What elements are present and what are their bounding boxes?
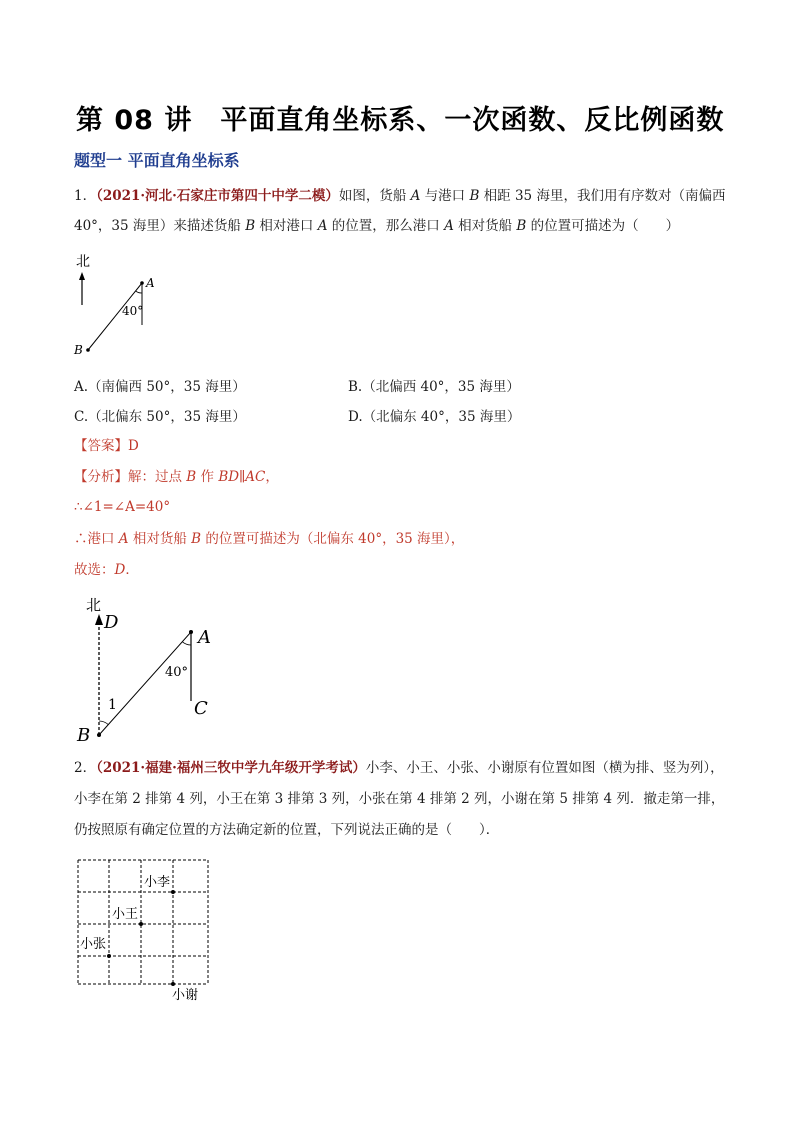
var-a: A	[118, 531, 129, 547]
point-xiaoxie	[171, 982, 175, 986]
point-xiaozhang	[107, 954, 111, 958]
q1-text: 相距 35 海里，我们用有序数对（南偏西	[479, 188, 726, 204]
point-xiaowang	[139, 922, 143, 926]
q2-line2: 小李在第 2 排第 4 列，小王在第 3 排第 3 列，小张在第 4 排第 2 列，小谢在第 5 排第 4 列．撤走第一排，	[74, 791, 725, 807]
answer-value: D	[128, 438, 139, 454]
q1-number: 1．	[74, 188, 97, 204]
page-title: 第 08 讲 平面直角坐标系、一次函数、反比例函数	[76, 105, 725, 136]
q1-source: （2021·河北·石家庄市第四十中学二模）	[96, 188, 339, 204]
north-label: 北	[76, 254, 90, 270]
q1-text: 的位置可描述为（ ）	[526, 218, 680, 234]
step-text: ．	[125, 562, 139, 578]
angle-arc	[136, 291, 142, 293]
var-a: A	[410, 188, 421, 204]
label-d: D	[104, 612, 119, 633]
answer-var: D	[114, 562, 126, 578]
option-a: A.（南偏西 50°，35 海里）	[74, 379, 246, 395]
q1-line2	[74, 211, 679, 241]
var-b: B	[245, 218, 256, 234]
q1-figure	[70, 250, 170, 360]
analysis-text: 作	[196, 469, 219, 485]
grid-lines	[78, 860, 208, 984]
analysis-text: 解：过点	[128, 469, 187, 485]
q2-number: 2．	[74, 760, 97, 776]
label-xiaozhang: 小张	[80, 937, 107, 952]
label-xiaoli: 小李	[144, 875, 171, 890]
var-a: A	[444, 218, 454, 234]
analysis-label: 【分析】	[74, 469, 128, 485]
answer-line	[74, 431, 139, 461]
point-a	[140, 281, 144, 285]
point-a	[189, 630, 193, 634]
var-b: B	[191, 531, 202, 547]
q1-text: 相对货船	[453, 218, 517, 234]
q1-text: 的位置，那么港口	[327, 218, 445, 234]
analysis-line	[74, 462, 279, 492]
north-arrow-head	[79, 272, 85, 280]
angle-1-label: 1	[108, 697, 117, 713]
analysis-text: ，	[265, 469, 279, 485]
label-c: C	[194, 698, 208, 719]
angle-arc-a	[182, 642, 191, 645]
segment-ab	[99, 632, 191, 735]
label-b: B	[74, 343, 83, 357]
step-text: 相对货船	[128, 531, 192, 547]
q2-line3: 仍按照原有确定位置的方法确定新的位置，下列说法正确的是（ ）．	[74, 822, 500, 838]
north-label: 北	[86, 596, 102, 614]
step-text: 故选：	[74, 562, 115, 578]
q1-text: 如图，货船	[338, 188, 411, 204]
var-b: B	[516, 218, 527, 234]
step-text: ∴港口	[74, 531, 119, 547]
step-text: 的位置可描述为（北偏东 40°，35 海里），	[201, 531, 465, 547]
label-a: A	[198, 627, 211, 648]
angle-arc-1	[99, 721, 108, 725]
parallel-statement: BD∥AC	[218, 469, 266, 485]
north-arrow-head	[95, 614, 103, 625]
q2-source: （2021·福建·福州三牧中学九年级开学考试）	[96, 760, 366, 776]
option-b: B.（北偏西 40°，35 海里）	[348, 379, 520, 395]
label-xiaoxie: 小谢	[172, 988, 199, 1003]
var-b: B	[469, 188, 480, 204]
seat-grid-figure	[74, 856, 214, 1006]
q1-text: 相对港口	[255, 218, 318, 234]
option-c: C.（北偏东 50°，35 海里）	[74, 409, 246, 425]
q1-text: 与港口	[420, 188, 470, 204]
answer-label: 【答案】	[74, 438, 128, 454]
var-b: B	[186, 469, 197, 485]
q2-text: 小李、小王、小张、小谢原有位置如图（横为排、竖为列），	[365, 760, 724, 776]
angle-label: 40°	[122, 304, 144, 318]
step-4	[74, 555, 139, 585]
label-xiaowang: 小王	[112, 907, 139, 922]
point-b	[97, 733, 101, 737]
point-xiaoli	[171, 890, 175, 894]
analysis-figure	[70, 590, 230, 750]
q1-line1	[74, 181, 725, 211]
point-b	[86, 348, 90, 352]
label-a: A	[146, 276, 155, 290]
step-3	[74, 524, 464, 554]
var-a: A	[317, 218, 328, 234]
angle-label: 40°	[165, 665, 189, 680]
step-2: ∴∠1=∠A=40°	[74, 499, 171, 515]
q1-text: 40°，35 海里）来描述货船	[74, 218, 246, 234]
q2-line1	[74, 753, 724, 783]
section-title: 题型一 平面直角坐标系	[74, 151, 240, 170]
option-d: D.（北偏东 40°，35 海里）	[348, 409, 521, 425]
label-b: B	[77, 725, 91, 746]
